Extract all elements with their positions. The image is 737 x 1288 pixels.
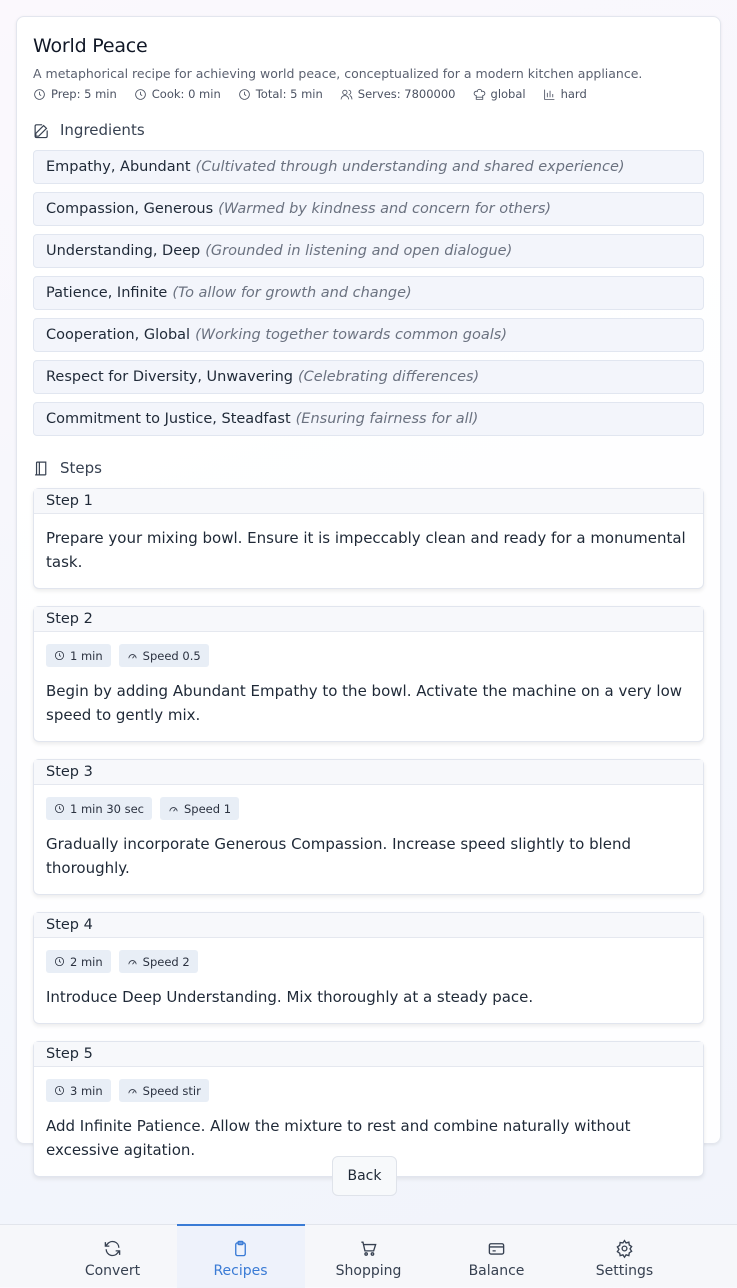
step-card [33, 912, 704, 1024]
nav-item-recipes[interactable]: Recipes [177, 1225, 305, 1288]
edit-icon [33, 122, 50, 139]
servings: Serves: 7800000 [340, 87, 456, 101]
clock-icon [54, 956, 65, 967]
clock-icon [33, 88, 46, 101]
step-label: Step 1 [34, 489, 703, 514]
total-time: Total: 5 min [238, 87, 323, 101]
ingredient-item: Commitment to Justice, Steadfast (Ensuring fairness for all) [33, 402, 704, 436]
recipe-title: World Peace [33, 35, 148, 57]
clock-icon [238, 88, 251, 101]
difficulty: hard [543, 87, 587, 101]
clock-icon [54, 803, 65, 814]
card-icon [487, 1239, 506, 1258]
users-icon [340, 88, 353, 101]
speed-badge: Speed 1 [160, 797, 239, 820]
bar-chart-icon [543, 88, 556, 101]
step-label: Step 5 [34, 1042, 703, 1067]
nav-item-balance[interactable]: Balance [433, 1225, 561, 1288]
ingredient-list [33, 150, 704, 436]
gauge-icon [168, 803, 179, 814]
ingredient-item: Compassion, Generous (Warmed by kindness and concern for others) [33, 192, 704, 226]
recipe-card [16, 16, 721, 1159]
ingredient-item: Patience, Infinite (To allow for growth and change) [33, 276, 704, 310]
step-label: Step 4 [34, 913, 703, 938]
nav-item-settings[interactable]: Settings [561, 1225, 689, 1288]
time-badge: 3 min [46, 1079, 111, 1102]
clock-icon [134, 88, 147, 101]
speed-badge: Speed stir [119, 1079, 209, 1102]
ingredients-heading: Ingredients [33, 121, 704, 139]
gauge-icon [127, 956, 138, 967]
step-text: Begin by adding Abundant Empathy to the bowl. Activate the machine on a very low speed to gently mix. [46, 682, 683, 724]
clock-icon [54, 1085, 65, 1096]
refresh-icon [103, 1239, 122, 1258]
nav-item-convert[interactable]: Convert [49, 1225, 177, 1288]
step-card [33, 759, 704, 895]
prep-time: Prep: 5 min [33, 87, 117, 101]
chef-hat-icon [473, 88, 486, 101]
speed-badge: Speed 0.5 [119, 644, 209, 667]
step-text: Add Infinite Patience. Allow the mixture to rest and combine naturally without excessive agitation. [46, 1117, 631, 1159]
time-badge: 1 min [46, 644, 111, 667]
speed-badge: Speed 2 [119, 950, 198, 973]
steps-heading: Steps [33, 459, 704, 477]
step-label: Step 3 [34, 760, 703, 785]
step-card [33, 606, 704, 742]
step-card [33, 488, 704, 589]
bottom-nav [0, 1224, 737, 1287]
ingredient-item: Cooperation, Global (Working together towards common goals) [33, 318, 704, 352]
time-badge: 1 min 30 sec [46, 797, 152, 820]
book-icon [33, 460, 50, 477]
nav-item-shopping[interactable]: Shopping [305, 1225, 433, 1288]
step-text: Gradually incorporate Generous Compassion. Increase speed slightly to blend thoroughly. [46, 835, 632, 877]
gauge-icon [127, 650, 138, 661]
recipe-description: A metaphorical recipe for achieving world peace, conceptualized for a modern kitchen appliance. [33, 66, 643, 81]
cart-icon [359, 1239, 378, 1258]
back-button[interactable]: Back [332, 1156, 397, 1196]
clock-icon [54, 650, 65, 661]
gear-icon [615, 1239, 634, 1258]
gauge-icon [127, 1085, 138, 1096]
time-badge: 2 min [46, 950, 111, 973]
cook-time: Cook: 0 min [134, 87, 221, 101]
step-text: Introduce Deep Understanding. Mix thoroughly at a steady pace. [46, 988, 534, 1006]
step-text: Prepare your mixing bowl. Ensure it is impeccably clean and ready for a monumental task. [46, 529, 686, 571]
ingredient-item: Empathy, Abundant (Cultivated through understanding and shared experience) [33, 150, 704, 184]
step-label: Step 2 [34, 607, 703, 632]
cuisine: global [473, 87, 526, 101]
ingredient-item: Respect for Diversity, Unwavering (Celebrating differences) [33, 360, 704, 394]
recipe-meta [33, 87, 704, 101]
ingredient-item: Understanding, Deep (Grounded in listening and open dialogue) [33, 234, 704, 268]
clipboard-icon [231, 1239, 250, 1258]
